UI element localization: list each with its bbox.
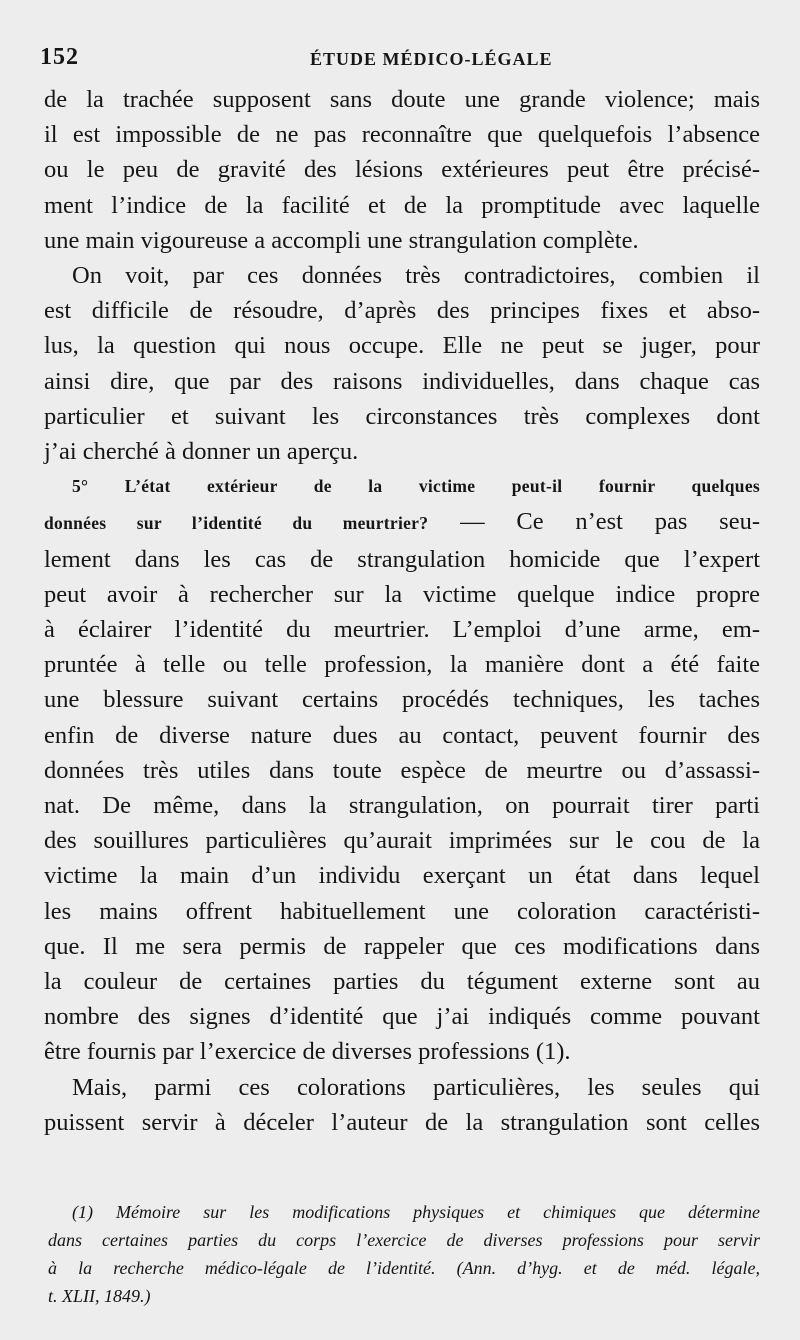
text-line: à éclairer l’identité du meurtrier. L’emploi d’une arme, em- [44,616,760,644]
text-line: données très utiles dans toute espèce de meurtre ou d’assassi- [44,756,760,784]
text-line: les mains offrent habituellement une coloration caractéristi- [44,897,760,925]
text-line: j’ai cherché à donner un aperçu. [44,438,359,466]
text-line: pruntée à telle ou telle profession, la manière dont a été faite [44,651,760,679]
text-line: ment l’indice de la facilité et de la promptitude avec laquelle [44,191,760,219]
text-line: particulier et suivant les circonstances très complexes dont [44,402,760,430]
text-line: de la trachée supposent sans doute une grande violence; mais [44,86,760,113]
text-line: victime la main d’un individu exerçant un état dans lequel [44,862,760,890]
section-heading-continued [44,504,760,541]
page-header [40,40,760,76]
section-heading: 5° L’état extérieur de la victime peut-il fournir quelques [72,476,760,497]
text-line: la couleur de certaines parties du tégument externe sont au [44,968,760,996]
text-line: Mais, parmi ces colorations particulières, les seules qui [72,1073,760,1101]
text-line: ainsi dire, que par des raisons individuelles, dans chaque cas [44,367,760,395]
text-line: peut avoir à rechercher sur la victime quelque indice propre [44,580,760,608]
text-line: être fournis par l’exercice de diverses professions (1). [44,1038,571,1066]
text-line: puissent servir à déceler l’auteur de la strangulation sont celles [44,1108,760,1136]
text-fragment: — Ce n’est pas seu- [428,508,760,536]
text-line: nombre des signes d’identité que j’ai indiqués comme pouvant [44,1003,760,1031]
text-line: est difficile de résoudre, d’après des principes fixes et abso- [44,297,760,325]
footnote-line: à la recherche médico-légale de l’identité. (Ann. d’hyg. et de méd. légale, [48,1258,760,1278]
page-number: 152 [40,44,79,70]
text-line: On voit, par ces données très contradictoires, combien il [72,262,760,290]
text-line: une blessure suivant certains procédés techniques, les taches [44,686,760,714]
text-line: que. Il me sera permis de rappeler que ces modifications dans [44,932,760,960]
text-line: lus, la question qui nous occupe. Elle ne peut se juger, pour [44,332,760,360]
text-line: nat. De même, dans la strangulation, on pourrait tirer parti [44,792,760,820]
footnote-line: (1) Mémoire sur les modifications physiques et chimiques que détermine [72,1202,760,1222]
footnote-line: dans certaines parties du corps l’exercice de diverses professions pour servir [48,1230,760,1250]
text-line: lement dans les cas de strangulation homicide que l’expert [44,545,760,573]
body-text [44,82,760,1140]
footnote [48,1198,760,1310]
text-line: une main vigoureuse a accompli une strangulation complète. [44,226,639,254]
text-line: enfin de diverse nature dues au contact, peuvent fournir des [44,721,760,749]
text-line: ou le peu de gravité des lésions extérieures peut être précisé- [44,156,760,184]
section-heading-text: données sur l’identité du meurtrier? [44,513,429,534]
footnote-line: t. XLII, 1849.) [48,1286,151,1306]
text-line: il est impossible de ne pas reconnaître que quelquefois l’absence [44,121,760,149]
running-title: ÉTUDE MÉDICO-LÉGALE [310,49,553,69]
text-line: des souillures particulières qu’aurait imprimées sur le cou de la [44,827,760,855]
